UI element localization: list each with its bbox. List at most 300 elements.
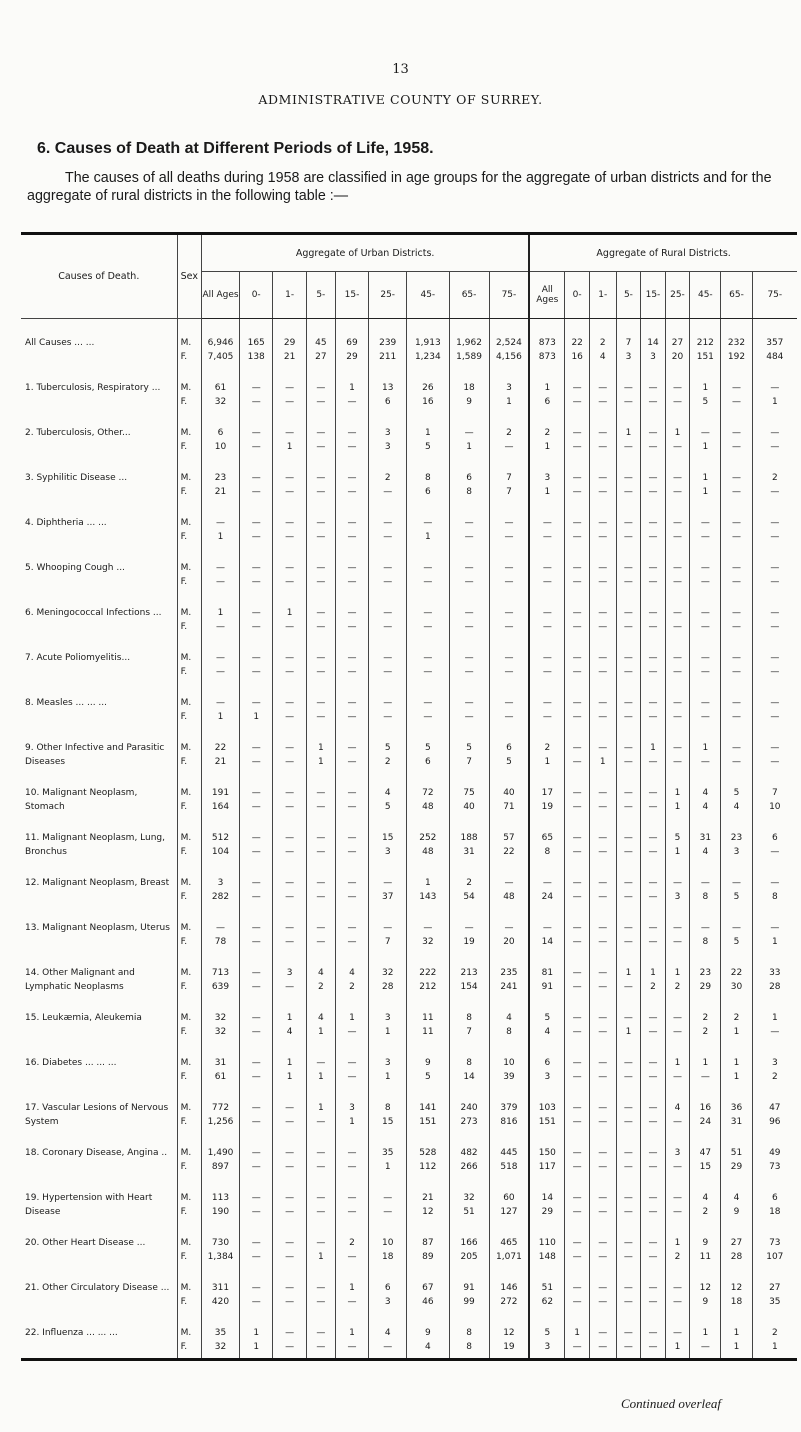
rural-value-f: —: [572, 1206, 582, 1217]
rural-value-m: —: [732, 878, 742, 888]
rural-value-m: 873: [538, 338, 556, 348]
urban-value-m: —: [383, 518, 393, 528]
rural-value-f: —: [648, 891, 658, 902]
table-bottom-rule: [21, 1358, 797, 1361]
urban-value-f: 18: [381, 1251, 394, 1262]
urban-value-m: —: [504, 923, 514, 933]
rural-value-cell: [589, 863, 616, 908]
causes-of-death-table-wrap: [21, 232, 797, 1361]
rural-value-f: 28: [730, 1251, 743, 1262]
urban-value-m: 6: [384, 1283, 391, 1293]
table-row: [21, 368, 797, 413]
rural-value-m: —: [672, 518, 682, 528]
rural-value-cell: [690, 319, 721, 369]
urban-value-cell: [489, 1223, 529, 1268]
rural-value-f: —: [648, 1161, 658, 1172]
rural-value-m: 47: [769, 1103, 781, 1113]
rural-value-f: 18: [769, 1206, 781, 1217]
rural-value-m: 6: [771, 833, 778, 843]
rural-value-f: —: [648, 1296, 658, 1307]
rural-value-f: —: [572, 441, 582, 452]
urban-value-cell: [335, 593, 368, 638]
urban-value-f: —: [383, 1341, 393, 1352]
rural-value-cell: [565, 728, 590, 773]
urban-value-f: 1: [317, 756, 324, 767]
rural-value-cell: [616, 368, 641, 413]
rural-value-m: —: [598, 1058, 608, 1068]
urban-value-cell: [449, 413, 489, 458]
urban-value-cell: [489, 863, 529, 908]
rural-value-f: —: [598, 1296, 608, 1307]
sex-label: M.: [180, 1283, 192, 1293]
urban-value-f: —: [423, 666, 433, 677]
urban-value-m: —: [285, 383, 295, 393]
cause-label: 13. Malignant Neoplasm, Uterus: [25, 923, 170, 933]
rural-value-cell: [690, 368, 721, 413]
rural-value-cell: [665, 728, 690, 773]
sex-label: F.: [180, 1296, 188, 1307]
rural-value-m: —: [648, 1013, 658, 1023]
rural-value-f: —: [648, 396, 658, 407]
continued-note: Continued overleaf: [621, 1396, 722, 1411]
urban-value-m: 32: [214, 1013, 227, 1023]
rural-value-cell: [752, 1268, 797, 1313]
rural-value-m: —: [770, 563, 780, 573]
cause-label: 5. Whooping Cough ...: [25, 563, 125, 573]
urban-value-f: 816: [500, 1116, 518, 1127]
rural-value-m: —: [648, 1328, 658, 1338]
rural-value-f: —: [572, 396, 582, 407]
urban-value-f: —: [316, 486, 326, 497]
urban-value-m: 528: [419, 1148, 437, 1158]
urban-value-f: 282: [211, 891, 230, 902]
urban-value-cell: [239, 908, 272, 953]
rural-value-f: —: [598, 666, 608, 677]
sex-cell: [177, 319, 202, 369]
urban-value-m: —: [347, 563, 357, 573]
urban-value-m: —: [423, 923, 433, 933]
rural-value-f: —: [672, 486, 682, 497]
urban-value-m: —: [216, 923, 226, 933]
urban-value-m: 29: [283, 338, 296, 348]
urban-value-m: —: [251, 1283, 261, 1293]
urban-value-cell: [489, 1088, 529, 1133]
urban-value-m: —: [316, 1238, 326, 1248]
urban-value-f: —: [347, 711, 357, 722]
rural-value-f: 3: [650, 351, 656, 362]
urban-value-m: —: [251, 1013, 261, 1023]
urban-value-m: —: [251, 428, 261, 438]
urban-value-m: 1,490: [207, 1148, 234, 1158]
rural-value-m: 1: [674, 428, 681, 438]
rural-value-f: —: [572, 756, 582, 767]
rural-value-f: —: [623, 576, 633, 587]
sex-cell: [177, 1178, 202, 1223]
urban-value-f: —: [251, 531, 261, 542]
rural-value-f: —: [623, 801, 633, 812]
rural-value-f: —: [648, 1071, 658, 1082]
table-row: [21, 1178, 797, 1223]
urban-value-f: 8: [506, 1026, 512, 1037]
urban-value-f: —: [347, 801, 357, 812]
rural-value-m: —: [770, 653, 780, 663]
urban-value-m: 191: [211, 788, 230, 798]
rural-value-m: —: [623, 1328, 633, 1338]
rural-value-cell: [589, 413, 616, 458]
rural-value-f: 8: [544, 846, 551, 857]
urban-value-m: 213: [460, 968, 478, 978]
rural-value-m: —: [572, 923, 582, 933]
urban-value-cell: [335, 548, 368, 593]
urban-value-cell: [449, 1043, 489, 1088]
urban-value-cell: [407, 368, 449, 413]
rural-value-cell: [616, 1223, 641, 1268]
rural-value-f: —: [700, 756, 710, 767]
urban-value-cell: [202, 638, 240, 683]
urban-value-m: —: [316, 698, 326, 708]
rural-value-f: 117: [538, 1161, 556, 1172]
urban-value-f: 1,589: [456, 351, 482, 362]
urban-value-cell: [335, 683, 368, 728]
urban-value-m: —: [464, 518, 474, 528]
urban-value-f: 1,256: [207, 1116, 234, 1127]
urban-value-m: —: [464, 563, 474, 573]
rural-value-m: 4: [702, 788, 709, 798]
urban-value-m: 1: [349, 383, 355, 393]
urban-value-cell: [369, 908, 407, 953]
rural-value-m: 2: [702, 1013, 709, 1023]
rural-value-m: —: [700, 563, 710, 573]
rural-value-f: —: [732, 711, 742, 722]
urban-value-cell: [449, 908, 489, 953]
rural-value-f: —: [732, 756, 742, 767]
table-row: [21, 863, 797, 908]
rural-value-cell: [690, 1268, 721, 1313]
urban-value-f: 39: [503, 1071, 515, 1082]
rural-value-m: 22: [730, 968, 743, 978]
rural-value-cell: [529, 1268, 565, 1313]
rural-value-f: —: [672, 1206, 682, 1217]
rural-value-f: —: [672, 756, 682, 767]
rural-value-cell: [752, 818, 797, 863]
urban-value-m: 146: [500, 1283, 518, 1293]
urban-value-cell: [449, 368, 489, 413]
rural-value-f: —: [598, 1071, 608, 1082]
urban-value-f: —: [216, 576, 226, 587]
sex-label: M.: [180, 1103, 192, 1113]
urban-value-m: —: [251, 1193, 261, 1203]
urban-value-f: 897: [211, 1161, 230, 1172]
urban-value-m: 235: [500, 968, 518, 978]
rural-value-f: 2: [674, 981, 681, 992]
urban-value-cell: [273, 683, 306, 728]
urban-value-cell: [239, 1223, 272, 1268]
urban-value-f: —: [251, 936, 261, 947]
urban-value-cell: [273, 548, 306, 593]
table-row: [21, 1223, 797, 1268]
urban-value-m: 60: [503, 1193, 515, 1203]
rural-value-f: —: [770, 441, 780, 452]
urban-value-cell: [407, 593, 449, 638]
cause-label: 3. Syphilitic Disease ...: [25, 473, 128, 483]
urban-value-f: —: [316, 846, 326, 857]
urban-value-cell: [239, 683, 272, 728]
urban-value-cell: [273, 1133, 306, 1178]
rural-value-cell: [616, 773, 641, 818]
cause-label: 20. Other Heart Disease ...: [25, 1238, 146, 1248]
cause-label: 22. Influenza ... ... ...: [25, 1328, 118, 1338]
urban-value-m: —: [285, 473, 295, 483]
urban-value-m: —: [285, 1148, 295, 1158]
cause-label: 1. Tuberculosis, Respiratory ...: [25, 383, 161, 393]
urban-value-cell: [335, 638, 368, 683]
urban-value-f: 1,384: [207, 1251, 234, 1262]
urban-value-cell: [202, 1313, 240, 1358]
urban-value-f: —: [383, 666, 393, 677]
urban-value-m: —: [285, 878, 295, 888]
urban-value-f: 19: [503, 1341, 515, 1352]
urban-value-f: 32: [422, 936, 434, 947]
urban-value-m: —: [347, 473, 357, 483]
urban-value-m: 5: [424, 743, 431, 753]
urban-value-cell: [239, 638, 272, 683]
rural-value-m: —: [732, 608, 742, 618]
urban-value-f: —: [347, 846, 357, 857]
rural-value-f: —: [623, 936, 633, 947]
urban-value-cell: [239, 368, 272, 413]
rural-value-f: 2: [650, 981, 656, 992]
rural-value-cell: [589, 908, 616, 953]
urban-value-m: 730: [211, 1238, 230, 1248]
urban-value-cell: [202, 319, 240, 369]
rural-value-f: 8: [702, 936, 709, 947]
urban-value-f: 5: [424, 1071, 431, 1082]
rural-value-cell: [721, 319, 752, 369]
urban-value-cell: [369, 1313, 407, 1358]
rural-age-header: 65-: [721, 272, 752, 319]
rural-value-f: 29: [541, 1206, 554, 1217]
urban-value-f: 164: [211, 801, 230, 812]
rural-value-m: 5: [674, 833, 681, 843]
urban-value-m: —: [504, 653, 514, 663]
rural-value-cell: [616, 413, 641, 458]
rural-value-f: —: [572, 1026, 582, 1037]
rural-value-m: —: [648, 563, 658, 573]
rural-value-cell: [565, 863, 590, 908]
urban-value-cell: [273, 863, 306, 908]
urban-value-f: 518: [500, 1161, 518, 1172]
urban-value-cell: [239, 728, 272, 773]
urban-value-cell: [239, 998, 272, 1043]
cause-label: 2. Tuberculosis, Other...: [25, 428, 131, 438]
rural-value-f: —: [572, 1296, 582, 1307]
cause-label: 8. Measles ... ... ...: [25, 698, 108, 708]
urban-value-cell: [449, 683, 489, 728]
rural-value-m: —: [648, 383, 658, 393]
rural-value-f: —: [648, 576, 658, 587]
rural-value-m: 1: [702, 1328, 709, 1338]
rural-value-f: —: [648, 756, 658, 767]
urban-value-cell: [273, 638, 306, 683]
rural-value-f: 1: [625, 1026, 632, 1037]
rural-value-m: —: [623, 473, 633, 483]
urban-value-f: 9: [466, 396, 472, 407]
urban-value-m: 3: [384, 428, 391, 438]
rural-value-m: —: [623, 1148, 633, 1158]
rural-value-m: —: [732, 563, 742, 573]
rural-value-f: 484: [766, 351, 784, 362]
rural-value-m: —: [732, 923, 742, 933]
urban-value-m: —: [347, 923, 357, 933]
urban-value-f: —: [423, 711, 433, 722]
rural-value-m: 31: [699, 833, 712, 843]
urban-value-f: 1: [424, 531, 431, 542]
rural-value-f: 16: [571, 351, 583, 362]
sex-cell: [177, 1043, 202, 1088]
urban-value-m: 1: [424, 878, 431, 888]
rural-value-cell: [589, 1133, 616, 1178]
rural-value-f: —: [732, 531, 742, 542]
rural-value-cell: [529, 1178, 565, 1223]
urban-value-f: 7,405: [207, 351, 234, 362]
rural-value-f: —: [648, 531, 658, 542]
sex-label: F.: [180, 846, 188, 857]
urban-value-f: —: [285, 486, 295, 497]
rural-value-cell: [641, 458, 666, 503]
rural-value-cell: [665, 953, 690, 998]
rural-value-m: —: [572, 473, 582, 483]
urban-value-cell: [489, 593, 529, 638]
rural-value-cell: [616, 1178, 641, 1223]
sex-label: F.: [180, 486, 188, 497]
urban-value-cell: [407, 1088, 449, 1133]
urban-value-cell: [369, 1223, 407, 1268]
rural-value-f: 11: [699, 1251, 712, 1262]
sex-label: F.: [180, 801, 188, 812]
urban-value-f: —: [316, 1341, 326, 1352]
rural-value-m: 49: [769, 1148, 781, 1158]
urban-value-m: 9: [424, 1058, 431, 1068]
rural-value-m: —: [572, 743, 582, 753]
rural-value-m: 73: [769, 1238, 781, 1248]
urban-value-f: 1: [506, 396, 512, 407]
urban-value-m: —: [251, 698, 261, 708]
urban-value-m: 2: [466, 878, 472, 888]
rural-value-f: 31: [730, 1116, 743, 1127]
rural-value-cell: [752, 548, 797, 593]
rural-value-cell: [641, 593, 666, 638]
urban-value-m: —: [251, 923, 261, 933]
rural-value-f: 1: [702, 486, 709, 497]
urban-value-f: —: [504, 576, 514, 587]
urban-value-f: 21: [214, 486, 227, 497]
rural-value-cell: [690, 1178, 721, 1223]
rural-value-cell: [641, 1223, 666, 1268]
urban-value-cell: [239, 319, 272, 369]
rural-value-f: —: [542, 621, 552, 632]
rural-value-f: —: [672, 666, 682, 677]
urban-value-cell: [202, 728, 240, 773]
urban-value-f: 61: [214, 1071, 227, 1082]
rural-value-m: 150: [538, 1148, 556, 1158]
urban-value-f: —: [316, 576, 326, 587]
rural-value-f: 2: [674, 1251, 681, 1262]
urban-value-cell: [369, 413, 407, 458]
rural-value-f: —: [598, 1251, 608, 1262]
rural-value-cell: [690, 908, 721, 953]
rural-value-m: 2: [771, 473, 778, 483]
rural-value-f: —: [623, 1341, 633, 1352]
rural-value-m: —: [732, 518, 742, 528]
rural-value-cell: [565, 1088, 590, 1133]
urban-value-m: —: [216, 698, 226, 708]
rural-value-f: —: [770, 531, 780, 542]
urban-value-f: —: [251, 396, 261, 407]
urban-value-cell: [335, 368, 368, 413]
rural-value-f: 1: [599, 756, 606, 767]
urban-value-m: 9: [424, 1328, 431, 1338]
urban-value-m: —: [251, 1103, 261, 1113]
urban-value-f: —: [285, 1161, 295, 1172]
urban-value-m: —: [423, 698, 433, 708]
rural-value-f: 19: [541, 801, 554, 812]
urban-value-f: 6: [384, 396, 391, 407]
rural-value-m: —: [623, 923, 633, 933]
rural-value-cell: [589, 1223, 616, 1268]
rural-value-m: 7: [625, 338, 632, 348]
urban-value-m: 6: [506, 743, 512, 753]
rural-value-m: 33: [769, 968, 781, 978]
rural-value-cell: [721, 1043, 752, 1088]
rural-value-cell: [752, 1133, 797, 1178]
rural-value-cell: [721, 458, 752, 503]
rural-value-f: 73: [769, 1161, 781, 1172]
rural-value-m: —: [700, 428, 710, 438]
urban-value-f: 8: [466, 486, 472, 497]
sex-label: F.: [180, 441, 188, 452]
rural-value-cell: [690, 728, 721, 773]
urban-value-m: —: [347, 653, 357, 663]
rural-value-cell: [721, 1268, 752, 1313]
rural-value-f: —: [598, 936, 608, 947]
table-row: [21, 1268, 797, 1313]
urban-value-f: —: [251, 1116, 261, 1127]
rural-value-f: 1: [733, 1341, 740, 1352]
sex-label: M.: [180, 563, 192, 573]
rural-value-cell: [565, 1313, 590, 1358]
sex-label: F.: [180, 981, 188, 992]
rural-value-cell: [752, 998, 797, 1043]
sex-label: M.: [180, 1013, 192, 1023]
rural-value-f: —: [672, 576, 682, 587]
urban-value-cell: [202, 548, 240, 593]
rural-value-cell: [641, 413, 666, 458]
table-row: [21, 908, 797, 953]
urban-value-m: 7: [506, 473, 512, 483]
rural-value-cell: [752, 1223, 797, 1268]
rural-value-cell: [589, 998, 616, 1043]
rural-value-f: 1: [544, 441, 551, 452]
sex-label: M.: [180, 1238, 192, 1248]
rural-value-f: —: [598, 1116, 608, 1127]
urban-value-m: —: [504, 698, 514, 708]
urban-value-cell: [273, 818, 306, 863]
urban-value-m: —: [347, 1193, 357, 1203]
rural-value-f: —: [598, 846, 608, 857]
rural-value-cell: [565, 1223, 590, 1268]
urban-value-f: 7: [466, 1026, 472, 1037]
urban-value-m: 4: [384, 788, 391, 798]
